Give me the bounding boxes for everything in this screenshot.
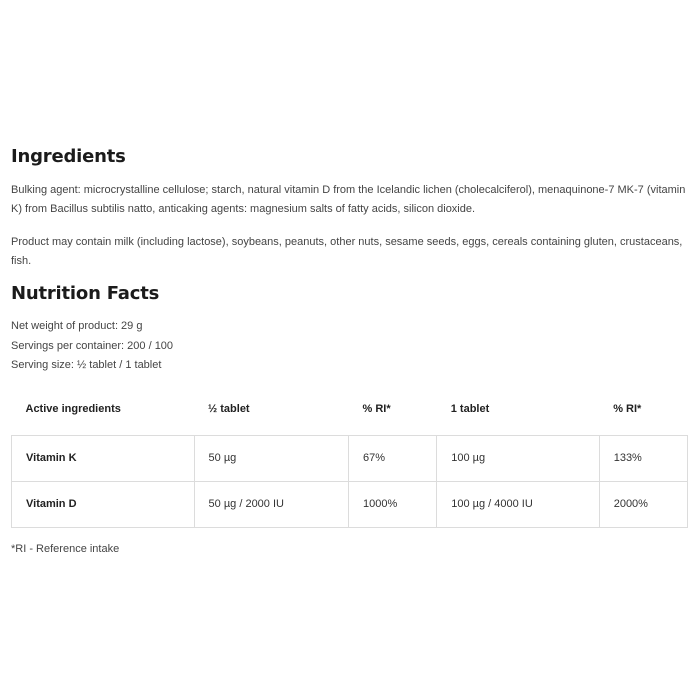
net-weight: Net weight of product: 29 g: [11, 320, 143, 332]
half-tablet-amount: 50 µg: [194, 435, 348, 481]
table-header-row: [12, 389, 688, 436]
ingredients-text: Bulking agent: microcrystalline cellulose; starch, natural vitamin D from the Icelandic lichen (cholecalciferol), menaquinone-7 MK-7 (vitamin K) from Bacillus subtilis natto, anticaking agents: magnesium salts of fatty acids, silicon dioxide.: [11, 184, 686, 215]
header-half-tablet: ½ tablet: [208, 402, 250, 415]
one-tablet-amount: 100 µg: [437, 435, 599, 481]
half-tablet-ri: 67%: [348, 435, 436, 481]
table-row: [12, 481, 688, 527]
ingredient-name: Vitamin D: [12, 481, 195, 527]
header-active-ingredients: Active ingredients: [25, 402, 121, 415]
nutrition-meta: [11, 317, 691, 376]
header-one-tablet: 1 tablet: [450, 402, 490, 415]
ingredient-name: Vitamin K: [12, 435, 195, 481]
ingredients-title: Ingredients: [11, 146, 126, 167]
product-info: [11, 146, 691, 566]
nutrition-facts-title: Nutrition Facts: [11, 283, 160, 304]
one-tablet-ri: 2000%: [599, 481, 687, 527]
half-tablet-ri: 1000%: [348, 481, 436, 527]
ri-footnote: *RI - Reference intake: [11, 542, 120, 555]
header-ri-half: % RI*: [362, 402, 391, 415]
one-tablet-ri: 133%: [599, 435, 687, 481]
table-row: [12, 435, 688, 481]
servings-per-container: Servings per container: 200 / 100: [11, 339, 174, 352]
half-tablet-amount: 50 µg / 2000 IU: [194, 481, 348, 527]
allergen-text: Product may contain milk (including lactose), soybeans, peanuts, other nuts, sesame seeds, eggs, cereals containing gluten, crustaceans, fish.: [11, 236, 683, 267]
header-ri-one: % RI*: [613, 402, 642, 415]
one-tablet-amount: 100 µg / 4000 IU: [437, 481, 599, 527]
serving-size: Serving size: ½ tablet / 1 tablet: [11, 359, 162, 371]
nutrition-table: [11, 389, 688, 528]
